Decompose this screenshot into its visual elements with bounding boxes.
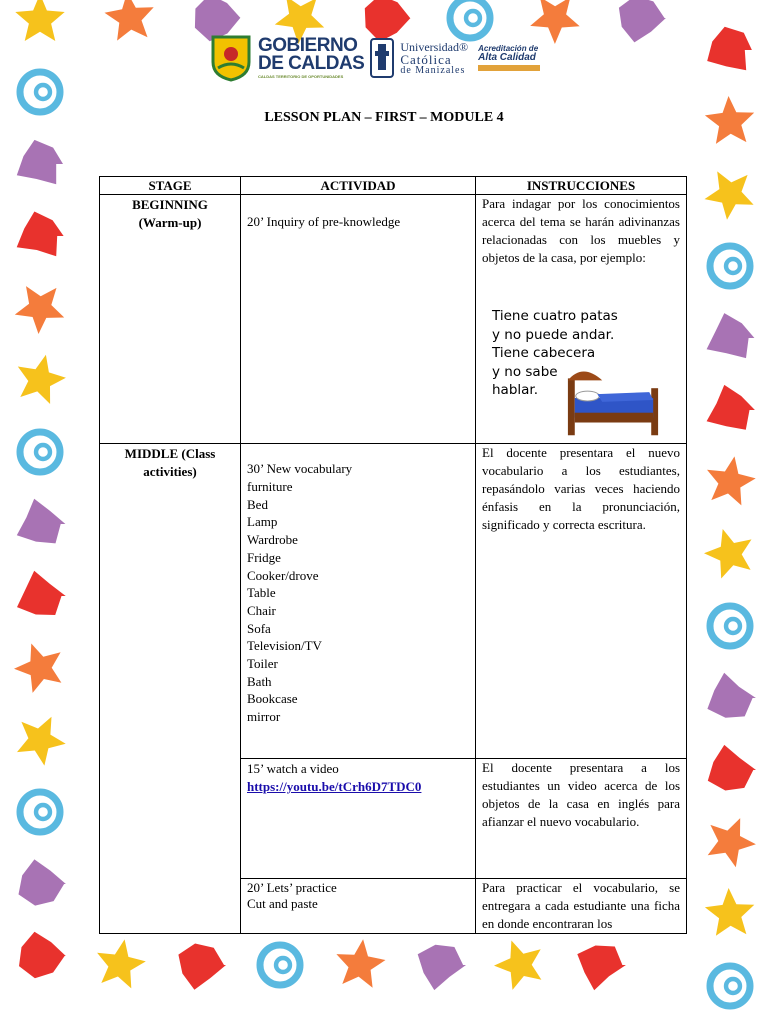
- accreditation-bar: [478, 65, 540, 71]
- instructions-video: [476, 759, 687, 879]
- instructions-warmup-text: Para indagar por los conocimientos acerca del tema se harán adivinanzas relacionadas con los muebles y objetos de la casa, por ejemplo:: [482, 196, 680, 265]
- instructions-vocabulary-text: El docente presentara el nuevo vocabulario a los estudiantes, repasándolo varias veces haciendo énfasis en la pronunciación, significado y correcta escritura.: [482, 445, 680, 532]
- gobierno-line1: GOBIERNO: [258, 35, 358, 57]
- riddle-line: y no sabe: [492, 363, 558, 380]
- activity-warmup-text: 20’ Inquiry of pre-knowledge: [247, 214, 401, 229]
- riddle-line: hablar.: [492, 382, 539, 398]
- list-item: Bookcase: [247, 691, 298, 707]
- list-item: Television/TV: [247, 638, 322, 654]
- list-item: furniture: [247, 479, 293, 494]
- list-item: Bath: [247, 673, 272, 689]
- list-item: Sofa: [247, 620, 271, 636]
- header-logos: [210, 32, 560, 84]
- universidad-catolica-logo: [400, 41, 468, 76]
- lesson-plan-table: [99, 176, 687, 934]
- riddle-line: y no puede andar.: [492, 326, 615, 343]
- video-title: 15’ watch a video: [247, 761, 339, 776]
- riddle-line: Tiene cuatro patas: [492, 308, 618, 324]
- accreditation-line2: Alta Calidad: [478, 52, 536, 63]
- list-item: Toiler: [247, 656, 278, 672]
- riddle-line: Tiene cabecera: [492, 345, 596, 361]
- instructions-video-text: El docente presentara a los estudiantes un video acerca de los objetos de la casa en inglés para afianzar el nuevo vocabulario.: [482, 760, 680, 829]
- accreditation-logo: [478, 45, 540, 71]
- gobierno-line2: DE CALDAS: [258, 53, 365, 75]
- caldas-crest-icon: [210, 34, 252, 82]
- page-title: LESSON PLAN – FIRST – MODULE 4: [264, 110, 504, 125]
- activity-vocabulary: [241, 444, 476, 759]
- table-header-row: [100, 177, 687, 195]
- stage-beginning-line1: BEGINNING: [132, 197, 208, 212]
- ucm-shield-icon: [370, 38, 394, 78]
- instructions-vocabulary: [476, 444, 687, 759]
- university-line1: Universidad®: [400, 39, 469, 54]
- vocab-title: 30’ New vocabulary: [247, 461, 353, 476]
- list-item: Chair: [247, 602, 276, 618]
- practice-subtitle: Cut and paste: [247, 896, 318, 911]
- list-item: Fridge: [247, 549, 281, 565]
- list-item: Lamp: [247, 514, 278, 530]
- stage-middle-line2: activities): [143, 464, 197, 479]
- list-item: mirror: [247, 709, 281, 725]
- bed-illustration: [563, 358, 663, 438]
- stage-middle: [100, 444, 241, 934]
- stage-beginning-line2: (Warm-up): [138, 215, 202, 230]
- list-item: Cooker/drove: [247, 567, 319, 583]
- video-link[interactable]: https://youtu.be/tCrh6D7TDC0: [247, 779, 422, 794]
- list-item: Wardrobe: [247, 532, 298, 548]
- stage-middle-line1: MIDDLE (Class: [124, 446, 216, 461]
- header-stage: STAGE: [100, 177, 241, 195]
- table-row: [100, 444, 687, 759]
- instructions-practice: [476, 879, 687, 934]
- instructions-practice-text: Para practicar el vocabulario, se entregara a cada estudiante una ficha en donde encontraran los: [482, 880, 680, 931]
- vocab-list: [247, 478, 469, 726]
- activity-practice: [241, 879, 476, 934]
- accreditation-line1: Acreditación de: [478, 44, 539, 53]
- stage-beginning: [100, 195, 241, 444]
- practice-title: 20’ Lets’ practice: [247, 880, 337, 895]
- gobierno-tagline: CALDAS TERRITORIO DE OPORTUNIDADES: [258, 74, 344, 80]
- university-line2: Católica: [400, 51, 452, 67]
- list-item: Bed: [247, 496, 268, 512]
- list-item: Table: [247, 585, 276, 601]
- university-line3: de Manizales: [400, 64, 466, 76]
- activity-video: [241, 759, 476, 879]
- header-activity: ACTIVIDAD: [241, 177, 476, 195]
- activity-warmup: [241, 195, 476, 444]
- gobierno-caldas-logo: [258, 37, 364, 79]
- header-instructions: INSTRUCCIONES: [476, 177, 687, 195]
